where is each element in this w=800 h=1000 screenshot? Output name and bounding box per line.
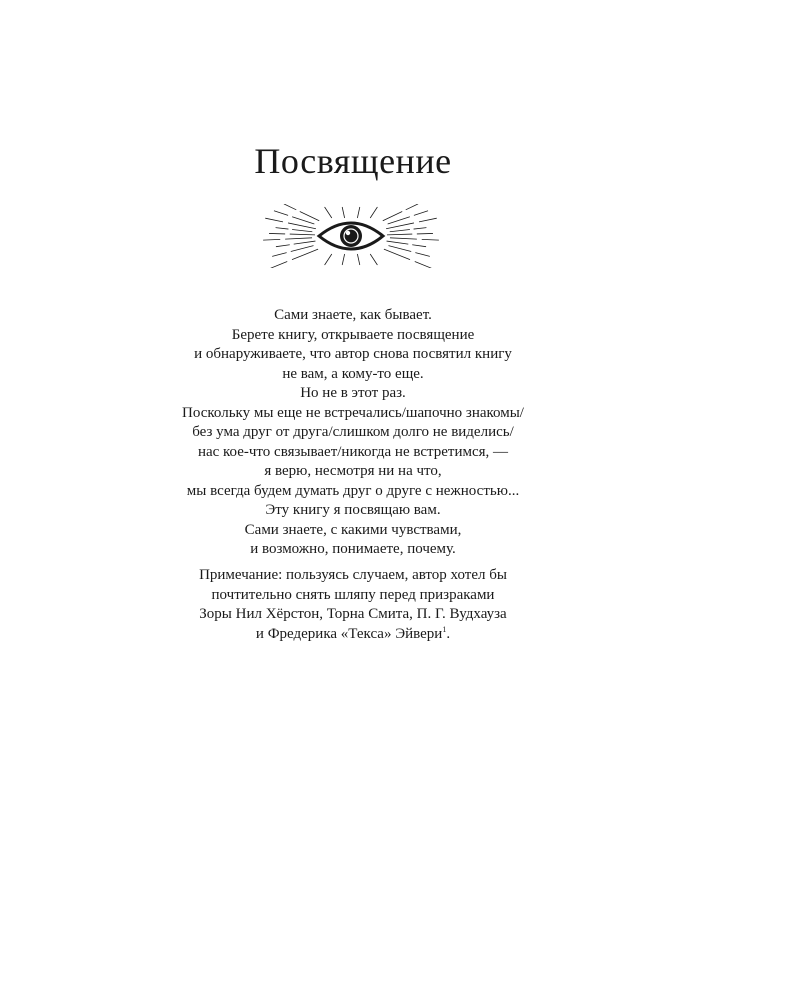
eye-ray — [292, 217, 314, 224]
eye-ray — [370, 207, 377, 218]
eye-ray — [388, 217, 410, 224]
note-line: Примечание: пользуясь случаем, автор хотел бы — [199, 567, 507, 583]
eye-ray — [292, 229, 312, 231]
eye-ray — [288, 223, 316, 229]
eye-ray — [414, 228, 427, 229]
eye-ray — [387, 234, 412, 235]
eye-ray — [412, 245, 426, 247]
eye-ray — [269, 233, 285, 234]
eye-ray — [272, 253, 286, 257]
eye-ray — [419, 218, 437, 222]
eye-ray — [265, 218, 283, 222]
eye-ray — [285, 238, 312, 239]
dedication-line: Поскольку мы еще не встречались/шапочно знакомы/ — [182, 404, 524, 421]
eye-ray — [357, 207, 359, 218]
eye-ray — [415, 262, 432, 268]
note-line: Зоры Нил Хёрстон, Торна Смита, П. Г. Вудхауза — [199, 606, 507, 622]
eye-ray — [294, 241, 316, 244]
dedication-line: Сами знаете, как бывает. — [274, 307, 432, 323]
eye-ray — [417, 233, 433, 234]
eye-ray — [271, 262, 288, 268]
eye-ray — [325, 254, 332, 265]
eye-ray — [342, 254, 344, 265]
eye-ray — [414, 211, 428, 216]
eye-icon — [261, 204, 441, 268]
eye-ray — [390, 238, 417, 239]
eye-ray — [325, 207, 332, 218]
note-line-text: и Фредерика «Текса» Эйвери — [255, 625, 443, 642]
dedication-line: без ума друг от друга/слишком долго не виделись/ — [192, 424, 514, 440]
eye-ray — [387, 241, 409, 244]
dedication-line: нас кое-что связывает/никогда не встретимся, — — [197, 443, 509, 460]
eye-ray — [384, 249, 410, 259]
note-line-last — [0, 625, 706, 645]
dedication-line: и возможно, понимаете, почему. — [250, 541, 456, 557]
dedication-line: и обнаруживаете, что автор снова посвятил книгу — [194, 346, 512, 362]
eye-ray — [290, 234, 315, 235]
eye-ray — [291, 246, 314, 252]
eye-ray — [386, 223, 414, 229]
author-note — [0, 566, 706, 644]
dedication-line: не вам, а кому-то еще. — [282, 365, 424, 382]
eye-ray — [370, 254, 377, 265]
eye-ray — [276, 245, 290, 247]
dedication-line: Сами знаете, с какими чувствами, — [244, 521, 462, 538]
eye-ray — [415, 253, 429, 257]
eye-ray — [284, 204, 296, 210]
eye-ray — [292, 249, 318, 259]
eye-ray — [406, 204, 418, 210]
dedication-line: мы всегда будем думать друг о друге с нежностью... — [186, 482, 520, 499]
eye-ray — [388, 246, 411, 252]
eye-ray — [300, 211, 319, 220]
dedication-line: Но не в этот раз. — [300, 385, 406, 401]
eye-ray — [342, 207, 344, 218]
eye-ray — [274, 211, 288, 216]
footnote-marker[interactable]: 1 — [442, 624, 447, 634]
eye-ray — [383, 211, 402, 220]
dedication-text — [0, 306, 706, 560]
note-line-end: . — [446, 625, 451, 642]
dedication-line: Берете книгу, открываете посвящение — [231, 326, 475, 343]
dedication-line: Эту книгу я посвящаю вам. — [265, 502, 441, 518]
dedication-line: я верю, несмотря ни на что, — [264, 463, 442, 479]
eye-ray — [276, 228, 289, 229]
page-title: Посвящение — [254, 141, 452, 181]
eye-ray — [422, 239, 439, 240]
eye-ray — [390, 229, 410, 231]
note-line: почтительно снять шляпу перед призраками — [211, 586, 495, 603]
eye-ray — [357, 254, 359, 265]
eye-ray — [263, 239, 280, 240]
